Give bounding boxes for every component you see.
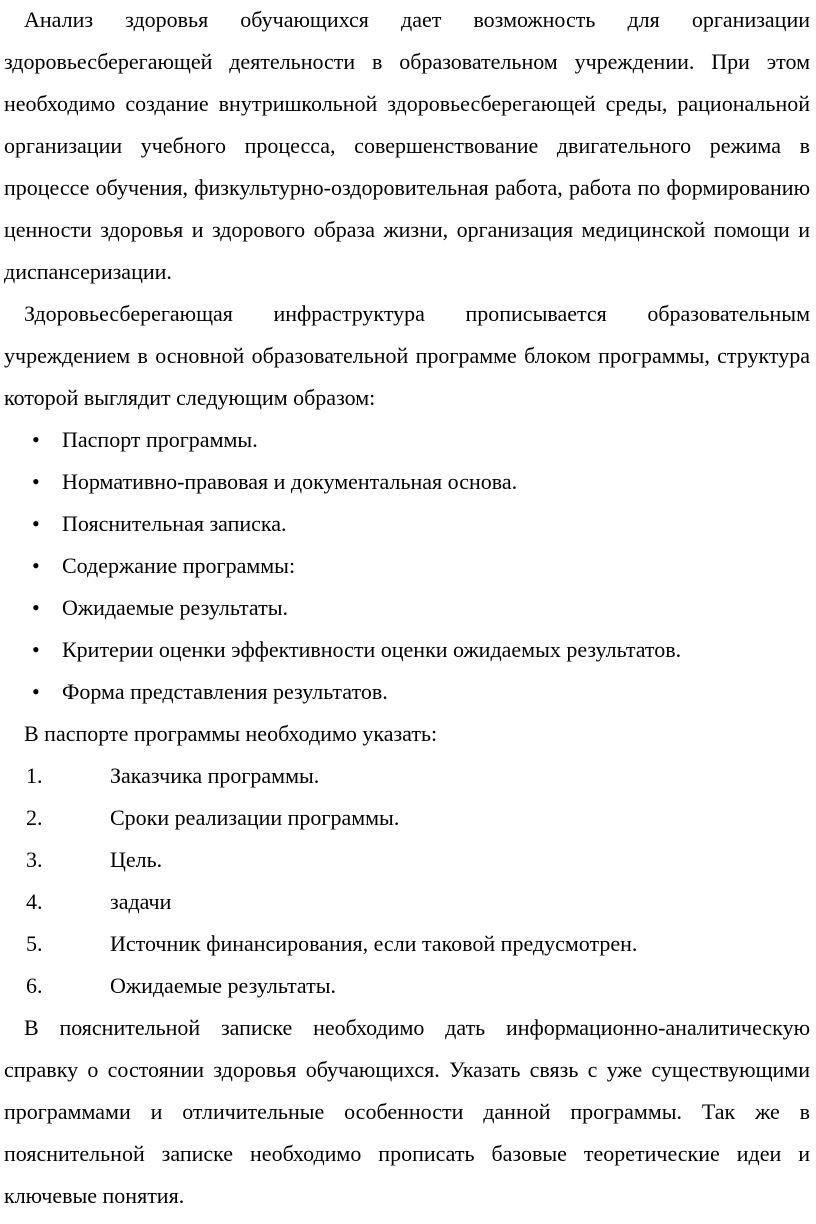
paragraph-health-analysis: Анализ здоровья обучающихся дает возможность для организации здоровьесберегающей деятельности в образовательном учреждении. При этом необходимо создание внутришкольной здоровьесберегающей среды, рациональной организации учебного процесса, совершенствование двигательного режима в процессе обучения, физкультурно-оздоровительная работа, работа по формированию ценности здоровья и здорового образа жизни, организация медицинской помощи и диспансеризации.: [4, 7, 810, 284]
list-item: [4, 671, 810, 713]
bullet-icon: •: [32, 553, 40, 578]
list-item: [4, 419, 810, 461]
bullet-icon: •: [32, 679, 40, 704]
list-number: 1.: [26, 763, 43, 788]
bullet-icon: •: [32, 427, 40, 452]
list-item-text: Ожидаемые результаты.: [62, 595, 288, 620]
list-item: [4, 629, 810, 671]
list-item: [4, 503, 810, 545]
list-item-text: Пояснительная записка.: [62, 511, 287, 536]
passport-numbered-list: [4, 755, 810, 1007]
list-number: 2.: [26, 805, 43, 830]
bullet-icon: •: [32, 595, 40, 620]
list-number: 3.: [26, 847, 43, 872]
paragraph-explanatory-note: В пояснительной записке необходимо дать информационно-аналитическую справку о состоянии здоровья обучающихся. Указать связь с уже существующими программами и отличительные особенности данной программы. Так же в пояснительной записке необходимо прописать базовые теоретические идеи и ключевые понятия.: [4, 1015, 810, 1208]
list-item: [4, 839, 810, 881]
list-item: [4, 881, 810, 923]
list-item: [4, 461, 810, 503]
program-structure-list: [4, 419, 810, 713]
list-item-text: Сроки реализации программы.: [110, 805, 400, 830]
list-item-text: задачи: [110, 889, 172, 914]
list-item: [4, 965, 810, 1007]
list-item: [4, 545, 810, 587]
bullet-icon: •: [32, 469, 40, 494]
list-item: [4, 755, 810, 797]
paragraph-passport-intro: В паспорте программы необходимо указать:: [24, 721, 438, 746]
list-item-text: Цель.: [110, 847, 163, 872]
list-number: 5.: [26, 931, 43, 956]
list-item-text: Ожидаемые результаты.: [110, 973, 336, 998]
list-item-text: Заказчика программы.: [110, 763, 320, 788]
list-number: 4.: [26, 889, 43, 914]
list-item-text: Содержание программы:: [62, 553, 296, 578]
list-item: [4, 923, 810, 965]
list-item-text: Паспорт программы.: [62, 427, 258, 452]
list-number: 6.: [26, 973, 43, 998]
list-item: [4, 797, 810, 839]
list-item-text: Источник финансирования, если таковой предусмотрен.: [110, 931, 638, 956]
bullet-icon: •: [32, 637, 40, 662]
paragraph-infrastructure: Здоровьесберегающая инфраструктура прописывается образовательным учреждением в основной образовательной программе блоком программы, структура которой выглядит следующим образом:: [4, 301, 810, 410]
bullet-icon: •: [32, 511, 40, 536]
list-item-text: Форма представления результатов.: [62, 679, 388, 704]
list-item: [4, 587, 810, 629]
list-item-text: Критерии оценки эффективности оценки ожидаемых результатов.: [62, 637, 682, 662]
list-item-text: Нормативно-правовая и документальная основа.: [62, 469, 518, 494]
